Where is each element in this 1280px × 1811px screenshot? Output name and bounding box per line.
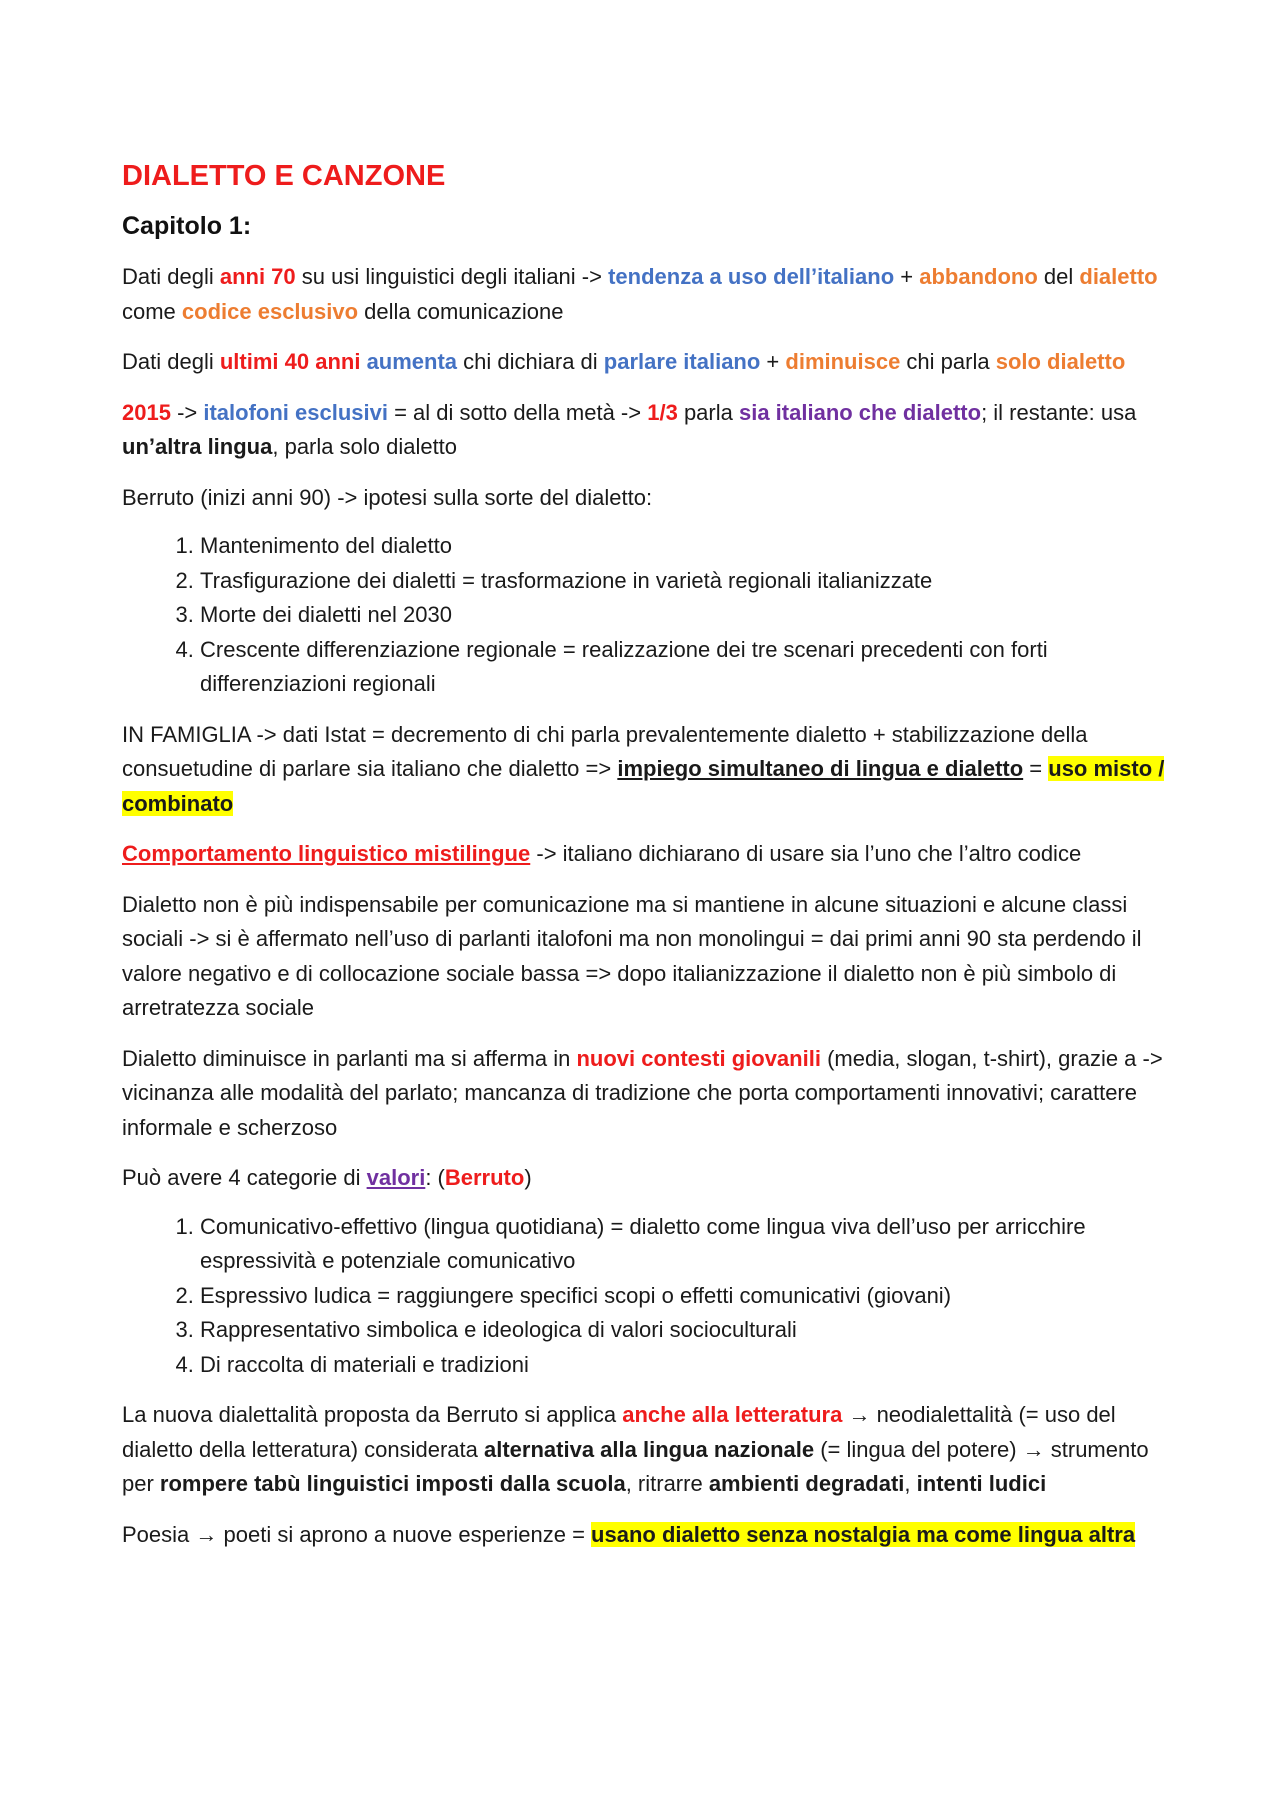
paragraph-poesia: Poesia → poeti si aprono a nuove esperienze = usano dialetto senza nostalgia ma come lingua altra [122,1521,1136,1547]
document-body [122,158,1172,1568]
paragraph-berruto-ipotesi: Berruto (inizi anni 90) -> ipotesi sulla sorte del dialetto: [122,484,653,510]
chapter-heading: Capitolo 1: [122,212,252,240]
paragraph-categorie-valori: Può avere 4 categorie di valori: (Berruto) [122,1165,532,1190]
arrow-right-icon: → [195,1521,218,1547]
list-item: 2. Espressivo ludica = raggiungere specifici scopi o effetti comunicativi (giovani) [200,1279,1172,1314]
list-item: 1. Mantenimento del dialetto [200,529,1172,564]
paragraph-contesti-giovanili: Dialetto diminuisce in parlanti ma si afferma in nuovi contesti giovanili (media, slogan, t-shirt), grazie a -> vicinanza alle modalità del parlato; mancanza di tradizione che porta comportamenti innovativi; carattere informale e scherzoso [122,1045,1163,1140]
paragraph-in-famiglia: IN FAMIGLIA -> dati Istat = decremento di chi parla prevalentemente dialetto + stabilizzazione della consuetudine di parlare sia italiano che dialetto => impiego simultaneo di lingua e dialetto = uso misto / combinato [122,721,1165,816]
list-ipotesi [122,529,1172,702]
paragraph-anni-70: Dati degli anni 70 su usi linguistici degli italiani -> tendenza a uso dell’italiano + abbandono del dialetto come codice esclusivo della comunicazione [122,264,1158,324]
list-item: 1. Comunicativo-effettivo (lingua quotidiana) = dialetto come lingua viva dell’uso per arricchire espressività e potenziale comunicativo [200,1210,1172,1279]
paragraph-ultimi-40-anni: Dati degli ultimi 40 anni aumenta chi dichiara di parlare italiano + diminuisce chi parla solo dialetto [122,349,1126,374]
paragraph-dialetto-indispensabile: Dialetto non è più indispensabile per comunicazione ma si mantiene in alcune situazioni e alcune classi sociali -> si è affermato nell’uso di parlanti italofoni ma non monolingui = dai primi anni 90 sta perdendo il valore negativo e di collocazione sociale bassa => dopo italianizzazione il dialetto non è più simbolo di arretratezza sociale [122,891,1142,1020]
paragraph-2015: 2015 -> italofoni esclusivi = al di sotto della metà -> 1/3 parla sia italiano che dialetto; il restante: usa un’altra lingua, parla solo dialetto [122,399,1137,459]
list-valori [122,1210,1172,1383]
paragraph-mistilingue: Comportamento linguistico mistilingue -> italiano dichiarano di usare sia l’uno che l’altro codice [122,841,1082,866]
list-item: 3. Rappresentativo simbolica e ideologica di valori socioculturali [200,1313,1172,1348]
list-item: 4. Crescente differenziazione regionale = realizzazione dei tre scenari precedenti con forti differenziazioni regionali [200,633,1172,702]
paragraph-letteratura: La nuova dialettalità proposta da Berruto si applica anche alla letteratura → neodialettalità (= uso del dialetto della letteratura) considerata alternativa alla lingua nazionale (= lingua del potere) → strumento per rompere tabù linguistici imposti dalla scuola, ritrarre ambienti degradati, intenti ludici [122,1402,1149,1496]
arrow-right-icon: → [1022,1436,1045,1462]
document-title: DIALETTO E CANZONE [122,160,446,192]
list-item: 3. Morte dei dialetti nel 2030 [200,598,1172,633]
list-item: 4. Di raccolta di materiali e tradizioni [200,1348,1172,1383]
arrow-right-icon: → [848,1402,871,1427]
list-item: 2. Trasfigurazione dei dialetti = trasformazione in varietà regionali italianizzate [200,564,1172,599]
